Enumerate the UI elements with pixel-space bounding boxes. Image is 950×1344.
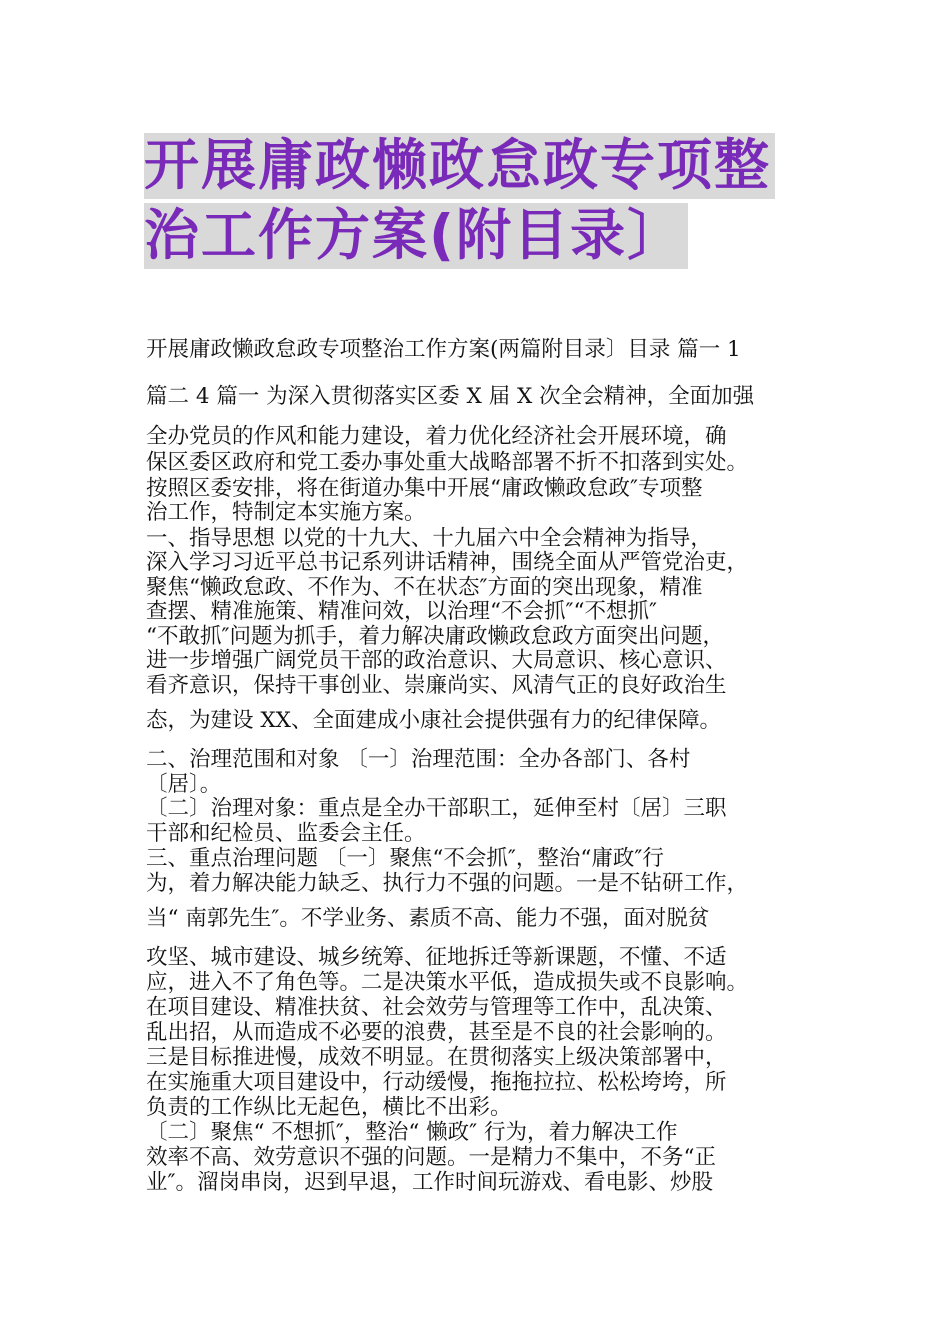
body-line: 在项目建设、精准扶贫、社会效劳与管理等工作中，乱决策、 [146, 995, 727, 1020]
body-line: 全办党员的作风和能力建设，着力优化经济社会开展环境，确 [146, 424, 727, 449]
body-line: 聚焦“懒政怠政、不作为、不在状态″方面的突出现象，精准 [146, 575, 703, 600]
body-line: 干部和纪检员、监委会主任。 [146, 821, 426, 846]
body-line: 看齐意识，保持干事创业、崇廉尚实、风清气正的良好政治生 [146, 673, 727, 698]
body-line: 篇二 4 篇一 为深入贯彻落实区委 X 届 X 次全会精神，全面加强 [146, 384, 755, 409]
body-line: 在实施重大项目建设中，行动缓慢，拖拖拉拉、松松垮垮，所 [146, 1070, 727, 1095]
body-line: 当“ 南郭先生″。不学业务、素质不高、能力不强，面对脱贫 [146, 906, 710, 931]
body-line: 治工作，特制定本实施方案。 [146, 500, 426, 525]
body-line: 〔二〕聚焦“ 不想抓″，整治“ 懒政″ 行为，着力解决工作 [146, 1120, 678, 1145]
title-line-1: 开展庸政懒政怠政专项整 [144, 133, 775, 199]
body-line: 三、重点治理问题 〔一〕聚焦“不会抓″，整治“庸政″行 [146, 846, 664, 871]
body-line: 业″。溜岗串岗，迟到早退，工作时间玩游戏、看电影、炒股 [146, 1170, 714, 1195]
body-line: 攻坚、城市建设、城乡统筹、征地拆迁等新课题，不懂、不适 [146, 945, 727, 970]
body-line: 态，为建设 XX、全面建成小康社会提供强有力的纪律保障。 [146, 708, 721, 733]
body-line: 〔居〕。 [146, 772, 222, 797]
body-line: 开展庸政懒政怠政专项整治工作方案(两篇附目录〕目录 篇一 1 [146, 337, 741, 362]
title-line-2: 治工作方案(附目录〕 [144, 203, 688, 269]
body-line: 乱出招，从而造成不必要的浪费，甚至是不良的社会影响的。 [146, 1020, 727, 1045]
body-line: 按照区委安排，将在街道办集中开展“庸政懒政怠政″专项整 [146, 476, 703, 501]
body-line: 三是目标推进慢，成效不明显。在贯彻落实上级决策部署中， [146, 1045, 727, 1070]
body-line: 为，着力解决能力缺乏、执行力不强的问题。一是不钻研工作， [146, 871, 749, 896]
body-line: 深入学习习近平总书记系列讲话精神，围绕全面从严管党治吏， [146, 550, 749, 575]
body-line: 负责的工作纵比无起色，横比不出彩。 [146, 1095, 512, 1120]
body-line: 进一步增强广阔党员干部的政治意识、大局意识、核心意识、 [146, 648, 727, 673]
body-line: 应，进入不了角色等。二是决策水平低，造成损失或不良影响。 [146, 970, 749, 995]
body-line: 二、治理范围和对象 〔一〕治理范围：全办各部门、各村 [146, 747, 691, 772]
body-line: “不敢抓″问题为抓手，着力解决庸政懒政怠政方面突出问题， [146, 624, 725, 649]
document-title [144, 130, 824, 270]
body-line: 保区委区政府和党工委办事处重大战略部署不折不扣落到实处。 [146, 450, 749, 475]
body-line: 一、指导思想 以党的十九大、十九届六中全会精神为指导， [146, 526, 712, 551]
body-line: 查摆、精准施策、精准问效，以治理“不会抓″“不想抓″ [146, 599, 658, 624]
body-line: 效率不高、效劳意识不强的问题。一是精力不集中，不务“正 [146, 1145, 716, 1170]
body-line: 〔二〕治理对象：重点是全办干部职工，延伸至村〔居〕三职 [146, 796, 727, 821]
